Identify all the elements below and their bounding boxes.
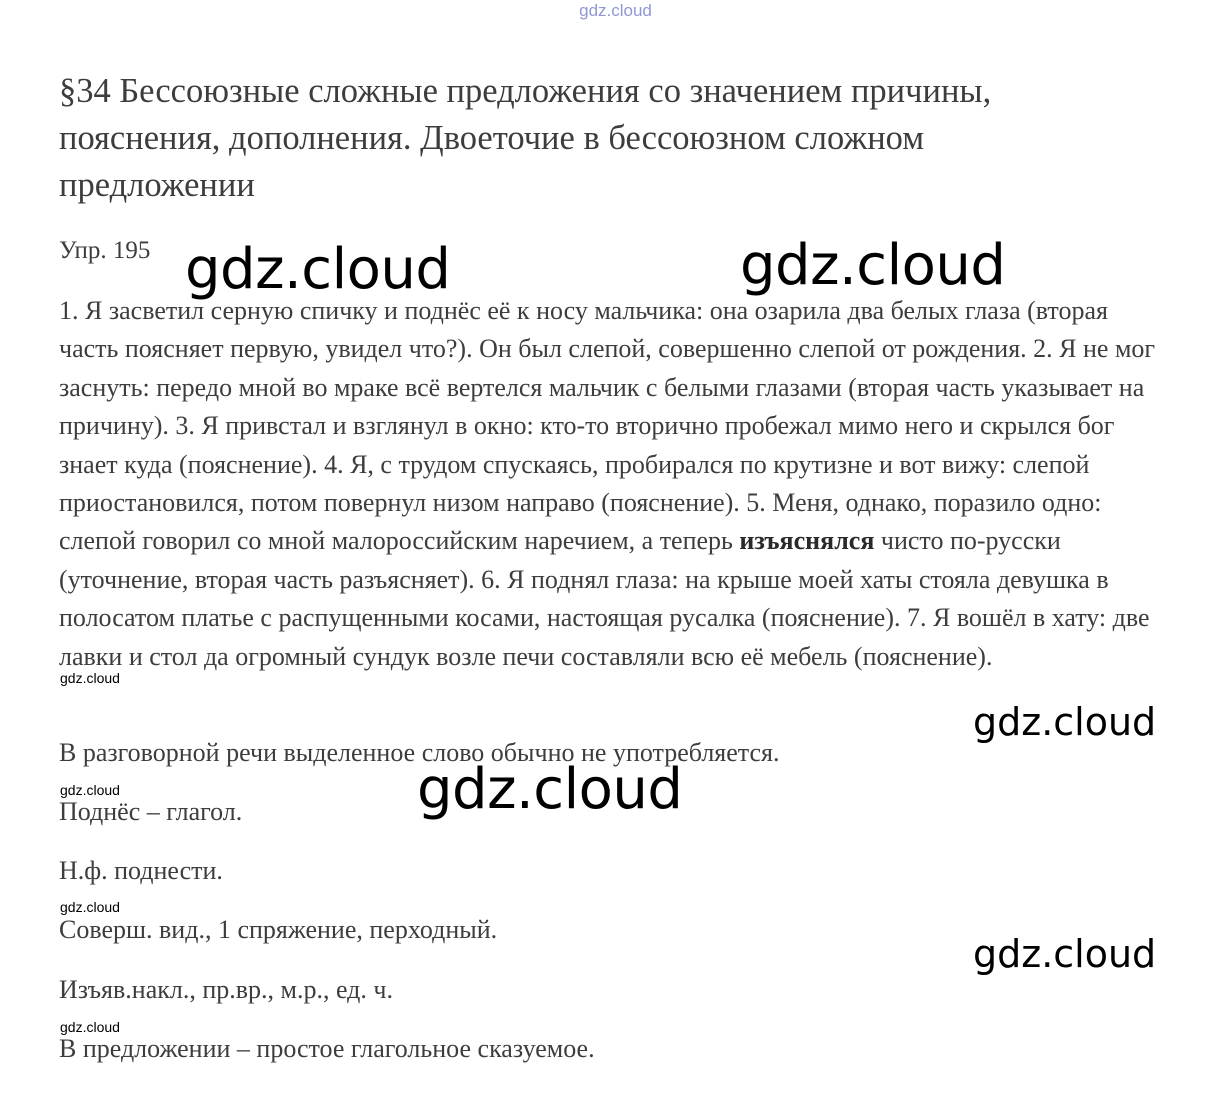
watermark-small: gdz.cloud xyxy=(60,670,120,686)
watermark-small: gdz.cloud xyxy=(60,782,120,798)
highlighted-word: изъяснялся xyxy=(739,526,875,556)
watermark-large: gdz.cloud xyxy=(740,233,1006,298)
note-aspect: Соверш. вид., 1 спряжение, перходный. xyxy=(59,915,498,944)
answer-text xyxy=(59,292,1169,676)
watermark-small: gdz.cloud xyxy=(60,1019,120,1035)
note-mood: Изъяв.накл., пр.вр., м.р., ед. ч. xyxy=(59,975,393,1004)
answer-text-part-1: 1. Я засветил серную спичку и поднёс её к носу мальчика: она озарила два белых глаза (вторая часть поясняет первую, увидел что?). Он был слепой, совершенно слепой от рождения. 2. Я не мог заснуть: передо мной во мраке всё вертелся мальчик с белыми глазами (вторая часть указывает на причину). 3. Я привстал и взглянул в окно: кто-то вторично пробежал мимо него и скрылся бог знает куда (пояснение). 4. Я, с трудом спускаясь, пробирался по крутизне и вот вижу: слепой приостановился, потом повернул низом направо (пояснение). 5. Меня, однако, поразило одно: слепой говорил со мной малороссийским наречием, а теперь xyxy=(59,296,1156,556)
note-syntax-role: В предложении – простое глагольное сказуемое. xyxy=(59,1034,595,1063)
watermark-large: gdz.cloud xyxy=(185,237,451,302)
note-colloquial: В разговорной речи выделенное слово обычно не употребляется. xyxy=(59,738,780,767)
exercise-label: Упр. 195 xyxy=(59,237,151,264)
watermark-medium: gdz.cloud xyxy=(973,700,1157,744)
page-title: §34 Бессоюзные сложные предложения со значением причины, пояснения, дополнения. Двоеточие в бессоюзном сложном предложении xyxy=(59,72,992,204)
note-initial-form: Н.ф. поднести. xyxy=(59,856,223,885)
note-part-of-speech: Поднёс – глагол. xyxy=(59,797,243,826)
watermark-medium: gdz.cloud xyxy=(973,932,1157,976)
answer-text-part-2: чисто по-русски (уточнение, вторая часть разъясняет). 6. Я поднял глаза: на крыше моей хаты стояла девушка в полосатом платье с распущенными косами, настоящая русалка (пояснение). 7. Я вошёл в хату: две лавки и стол да огромный сундук возле печи составляли всю её мебель (пояснение). xyxy=(59,526,1150,671)
watermark-large: gdz.cloud xyxy=(417,757,683,822)
watermark-top: gdz.cloud xyxy=(579,1,652,20)
watermark-small: gdz.cloud xyxy=(60,899,120,915)
